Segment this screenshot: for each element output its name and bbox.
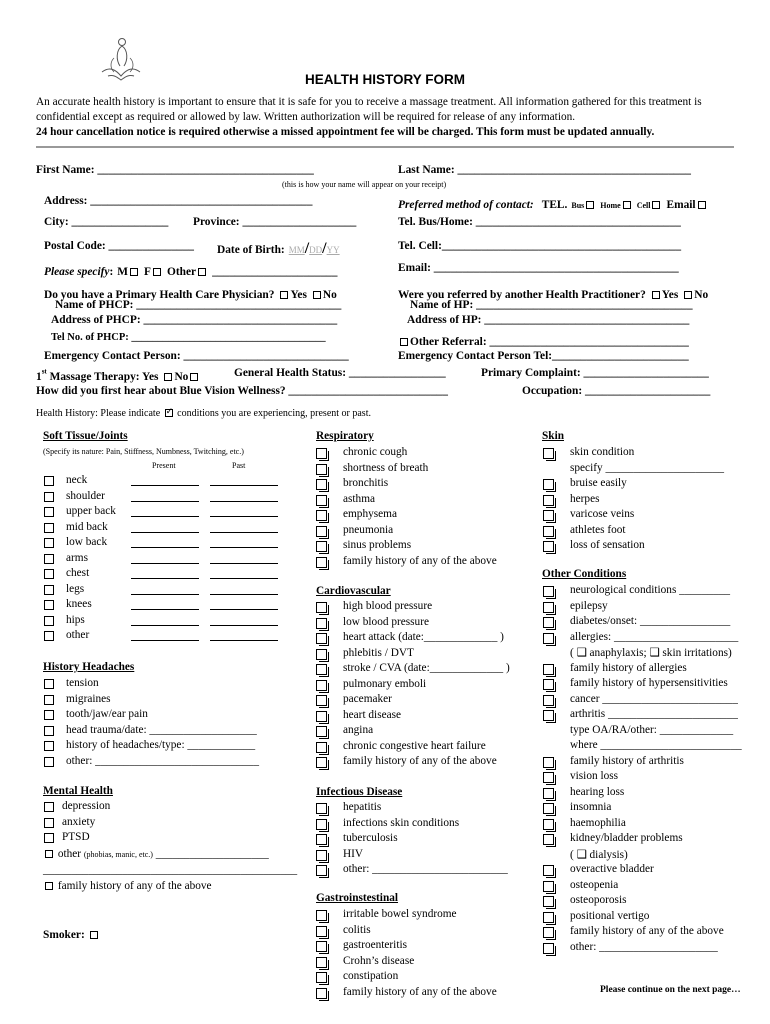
skin-item-0: skin condition [570, 446, 635, 458]
other-conditions-item-13: hearing loss [570, 785, 625, 798]
soft-tissue-past-line-3[interactable] [210, 532, 278, 533]
mental-family-row [43, 880, 212, 892]
other-conditions-checkbox-2[interactable] [543, 617, 554, 628]
soft-tissue-checkbox-10[interactable] [44, 631, 54, 641]
headaches-item-4: history of headaches/type: ____________ [66, 739, 256, 751]
skin-item-5: athletes foot [570, 523, 626, 536]
gastro-checkbox-2[interactable] [316, 941, 327, 952]
cancellation-notice: 24 hour cancellation notice is required otherwise a missed appointment fee will be charged. This form must be updated annually. [36, 126, 655, 138]
infectious-item-0: hepatitis [343, 801, 382, 813]
phcp-question-label: Do you have a Primary Health Care Physician? [44, 289, 275, 301]
other-conditions-item-9: type OA/RA/other: _____________ [570, 723, 734, 736]
mental-checkbox-2[interactable] [44, 833, 54, 843]
cardio-checkbox-5[interactable] [316, 680, 327, 691]
other-conditions-header: Other Conditions [542, 568, 627, 580]
gastro-item-2: gastroenteritis [343, 939, 407, 951]
soft-tissue-past-line-2[interactable] [210, 516, 278, 517]
mental-item-1: anxiety [62, 815, 96, 828]
infectious-item-4: other: ________________________ [343, 863, 508, 875]
mental-item-2: PTSD [62, 831, 90, 843]
respiratory-item-3: asthma [343, 492, 375, 505]
mental-other-row [43, 848, 269, 860]
gastro-item-4: constipation [343, 970, 399, 982]
soft-tissue-header: Soft Tissue/Joints [43, 430, 128, 442]
infectious-item-1: infections skin conditions [343, 816, 460, 829]
first-name-field[interactable]: First Name: ______________________________________ [36, 164, 314, 176]
soft-tissue-present-line-8[interactable] [131, 609, 199, 610]
other-conditions-checkbox-6[interactable] [543, 679, 554, 690]
other-conditions-checkbox-0[interactable] [543, 586, 554, 597]
soft-tissue-note: (Specify its nature: Pain, Stiffness, Numbness, Twitching, etc.) [43, 447, 244, 456]
gastro-item-3: Crohn’s disease [343, 954, 415, 967]
respiratory-item-2: bronchitis [343, 477, 389, 489]
respiratory-item-0: chronic cough [343, 446, 408, 458]
cardio-checkbox-3[interactable] [316, 649, 327, 660]
tel-bus-home-field[interactable]: Tel. Bus/Home: ____________________________________ [398, 216, 681, 228]
cell-label: Cell [636, 201, 651, 210]
other-gender-line[interactable]: ______________________ [212, 266, 338, 278]
respiratory-checkbox-6[interactable] [316, 541, 327, 552]
soft-tissue-present-line-10[interactable] [131, 640, 199, 641]
general-health-field[interactable]: General Health Status: _________________ [234, 367, 446, 379]
headaches-item-1: migraines [66, 692, 111, 705]
other-conditions-checkbox-13[interactable] [543, 788, 554, 799]
hear-about-field[interactable]: How did you first hear about Blue Vision Wellness? ____________________________ [36, 385, 448, 397]
cell-checkbox[interactable] [652, 201, 660, 209]
other-conditions-item-1: epilepsy [570, 599, 608, 612]
bus-label: Bus [571, 201, 585, 210]
health-history-note [36, 408, 371, 419]
soft-tissue-checkbox-5[interactable] [44, 554, 54, 564]
province-field[interactable]: Province: ____________________ [193, 216, 357, 228]
soft-tissue-present-line-3[interactable] [131, 532, 199, 533]
skin-checkbox-0[interactable] [543, 448, 554, 459]
soft-tissue-item-6: chest [66, 567, 90, 579]
cardio-checkbox-2[interactable] [316, 633, 327, 644]
present-label: Present [152, 461, 176, 470]
other-conditions-item-19: osteopenia [570, 878, 619, 891]
cardio-item-3: phlebitis / DVT [343, 646, 414, 659]
gender-row: Please specify: M F Other ______________________ [44, 266, 338, 278]
cardio-item-10: family history of any of the above [343, 755, 497, 767]
other-referral-field[interactable]: Other Referral: ___________________________________ [410, 336, 689, 348]
infectious-checkbox-4[interactable] [316, 865, 327, 876]
phcp-name-field[interactable]: Name of PHCP: ____________________________________ [55, 299, 342, 311]
skin-checkbox-4[interactable] [543, 510, 554, 521]
skin-header: Skin [542, 430, 564, 442]
other-conditions-item-23: other: _____________________ [570, 940, 718, 953]
other-conditions-checkbox-12[interactable] [543, 772, 554, 783]
email-field[interactable]: Email: ___________________________________________ [398, 262, 679, 274]
soft-tissue-present-line-1[interactable] [131, 501, 199, 502]
other-conditions-item-0: neurological conditions _________ [570, 584, 731, 596]
other-conditions-checkbox-23[interactable] [543, 943, 554, 954]
soft-tissue-past-line-5[interactable] [210, 563, 278, 564]
other-conditions-checkbox-11[interactable] [543, 757, 554, 768]
respiratory-checkbox-3[interactable] [316, 495, 327, 506]
respiratory-checkbox-0[interactable] [316, 448, 327, 459]
other-conditions-item-4: ( ❑ anaphylaxis; ❑ skin irritations) [570, 647, 732, 659]
form-title: HEALTH HISTORY FORM [304, 72, 465, 87]
smoker-label: Smoker: [43, 929, 85, 941]
intro-text [36, 95, 736, 140]
other-conditions-item-5: family history of allergies [570, 661, 687, 674]
respiratory-item-1: shortness of breath [343, 461, 429, 474]
f-label: F [144, 266, 151, 278]
other-conditions-item-22: family history of any of the above [570, 925, 724, 937]
headaches-item-2: tooth/jaw/ear pain [66, 708, 148, 720]
other-conditions-checkbox-19[interactable] [543, 881, 554, 892]
soft-tissue-past-line-1[interactable] [210, 501, 278, 502]
emergency-tel-field[interactable]: Emergency Contact Person Tel:________________________ [398, 350, 689, 362]
soft-tissue-past-line-7[interactable] [210, 594, 278, 595]
cardio-checkbox-10[interactable] [316, 757, 327, 768]
continue-note: Please continue on the next page… [600, 985, 741, 995]
skin-item-1: specify _____________________ [570, 461, 725, 474]
health-history-note-tail: conditions you are experiencing, present or past. [177, 408, 371, 419]
soft-tissue-checkbox-9[interactable] [44, 616, 54, 626]
smoker-row [43, 929, 100, 941]
cardio-checkbox-0[interactable] [316, 602, 327, 613]
soft-tissue-item-8: knees [66, 598, 92, 610]
referred-no-label: No [694, 289, 709, 301]
infectious-checkbox-3[interactable] [316, 850, 327, 861]
other-conditions-checkbox-18[interactable] [543, 865, 554, 876]
referred-no-checkbox[interactable] [684, 291, 692, 299]
cardio-item-5: pulmonary emboli [343, 677, 427, 690]
skin-checkbox-3[interactable] [543, 495, 554, 506]
dob-field[interactable]: Date of Birth: MM/DD/YY [217, 240, 340, 257]
other-gender-checkbox[interactable] [198, 268, 206, 276]
skin-checkbox-6[interactable] [543, 541, 554, 552]
cardio-item-4: stroke / CVA (date:_____________ ) [343, 662, 510, 674]
other-conditions-item-3: allergies: ______________________ [570, 630, 739, 643]
other-conditions-checkbox-1[interactable] [543, 602, 554, 613]
other-conditions-item-16: kidney/bladder problems [570, 832, 683, 844]
infectious-checkbox-1[interactable] [316, 819, 327, 830]
soft-tissue-checkbox-7[interactable] [44, 585, 54, 595]
respiratory-checkbox-5[interactable] [316, 526, 327, 537]
intro-paragraph: An accurate health history is important to ensure that it is safe for you to receive a massage treatment. All information gathered for this treatment is confidential except as required or allowed by law. Written authorization will be required for release of any information. [36, 96, 702, 123]
soft-tissue-present-line-6[interactable] [131, 578, 199, 579]
bus-checkbox[interactable] [586, 201, 594, 209]
soft-tissue-present-line-5[interactable] [131, 563, 199, 564]
occupation-field[interactable]: Occupation: ______________________ [522, 385, 711, 397]
infectious-item-2: tuberculosis [343, 832, 398, 844]
gastro-checkbox-5[interactable] [316, 988, 327, 999]
respiratory-item-6: sinus problems [343, 539, 412, 551]
soft-tissue-item-2: upper back [66, 505, 116, 517]
hp-name-field[interactable]: Name of HP: ______________________________________ [410, 299, 693, 311]
tel-label: TEL. [541, 199, 568, 211]
other-referral-checkbox[interactable] [400, 338, 408, 346]
referred-yes-label: Yes [661, 289, 679, 301]
other-conditions-item-7: cancer ________________________ [570, 692, 738, 705]
phcp-address-field[interactable]: Address of PHCP: __________________________________ [51, 314, 338, 326]
cardio-checkbox-7[interactable] [316, 711, 327, 722]
other-conditions-checkbox-3[interactable] [543, 633, 554, 644]
phcp-yes-checkbox[interactable] [280, 291, 288, 299]
soft-tissue-checkbox-8[interactable] [44, 600, 54, 610]
other-conditions-checkbox-7[interactable] [543, 695, 554, 706]
first-massage-row [36, 367, 200, 385]
dob-label: Date of Birth: [217, 244, 285, 256]
soft-tissue-checkbox-6[interactable] [44, 569, 54, 579]
other-conditions-item-11: family history of arthritis [570, 754, 684, 767]
cardio-item-0: high blood pressure [343, 600, 433, 612]
headaches-checkbox-4[interactable] [44, 741, 54, 751]
skin-item-2: bruise easily [570, 477, 627, 489]
m-label: M [117, 266, 129, 278]
other-conditions-checkbox-14[interactable] [543, 803, 554, 814]
phcp-no-checkbox[interactable] [313, 291, 321, 299]
gastro-checkbox-4[interactable] [316, 972, 327, 983]
infectious-checkbox-2[interactable] [316, 834, 327, 845]
soft-tissue-item-5: arms [66, 551, 88, 564]
headaches-item-3: head trauma/date: ___________________ [66, 723, 257, 736]
first-massage-suffix: st [41, 367, 47, 376]
other-conditions-checkbox-8[interactable] [543, 710, 554, 721]
headaches-header: History Headaches [43, 661, 135, 673]
respiratory-header: Respiratory [316, 430, 374, 442]
gastro-checkbox-1[interactable] [316, 926, 327, 937]
cardio-item-9: chronic congestive heart failure [343, 739, 486, 752]
emergency-contact-field[interactable]: Emergency Contact Person: _____________________________ [44, 350, 349, 362]
headaches-checkbox-5[interactable] [44, 757, 54, 767]
soft-tissue-item-7: legs [66, 582, 85, 595]
skin-item-6: loss of sensation [570, 539, 645, 551]
referred-yes-checkbox[interactable] [652, 291, 660, 299]
headaches-checkbox-1[interactable] [44, 695, 54, 705]
first-massage-number: 1 [36, 371, 42, 383]
mental-other-label: other [57, 848, 82, 860]
soft-tissue-present-line-4[interactable] [131, 547, 199, 548]
last-name-field[interactable]: Last Name: _________________________________________ [398, 164, 691, 176]
other-conditions-item-20: osteoporosis [570, 894, 627, 906]
headaches-item-0: tension [66, 677, 99, 689]
infectious-header: Infectious Disease [316, 786, 403, 798]
other-conditions-checkbox-16[interactable] [543, 834, 554, 845]
m-checkbox[interactable] [130, 268, 138, 276]
phcp-no-label: No [322, 289, 337, 301]
gastro-item-0: irritable bowel syndrome [343, 908, 457, 920]
city-field[interactable]: City: _________________ [44, 216, 169, 228]
mental-other-note: (phobias, manic, etc.) [83, 850, 153, 859]
soft-tissue-checkbox-2[interactable] [44, 507, 54, 517]
other-conditions-item-6: family history of hypersensitivities [570, 677, 728, 689]
respiratory-checkbox-2[interactable] [316, 479, 327, 490]
respiratory-item-5: pneumonia [343, 523, 394, 536]
postal-code-field[interactable]: Postal Code: _______________ [44, 240, 194, 252]
past-label: Past [232, 461, 246, 470]
respiratory-item-7: family history of any of the above [343, 554, 497, 567]
preferred-contact [398, 195, 708, 213]
mental-other-line[interactable]: ____________________ [155, 848, 269, 860]
soft-tissue-present-line-9[interactable] [131, 625, 199, 626]
skin-item-4: varicose veins [570, 508, 635, 520]
gastro-item-1: colitis [343, 923, 371, 936]
cardio-checkbox-6[interactable] [316, 695, 327, 706]
mental-family-label: family history of any of the above [57, 880, 212, 892]
other-conditions-checkbox-15[interactable] [543, 819, 554, 830]
other-conditions-item-18: overactive bladder [570, 863, 654, 875]
cardio-item-1: low blood pressure [343, 615, 429, 628]
other-conditions-item-2: diabetes/onset: ________________ [570, 615, 731, 627]
other-gender-label: Other [167, 266, 197, 278]
cardio-item-2: heart attack (date:_____________ ) [343, 631, 504, 643]
preferred-contact-label: Preferred method of contact: [398, 199, 534, 211]
referred-question-label: Were you referred by another Health Practitioner? [398, 289, 646, 301]
soft-tissue-item-0: neck [66, 474, 88, 486]
soft-tissue-item-1: shoulder [66, 489, 105, 502]
primary-complaint-field[interactable]: Primary Complaint: ______________________ [481, 367, 709, 379]
soft-tissue-present-line-2[interactable] [131, 516, 199, 517]
respiratory-checkbox-7[interactable] [316, 557, 327, 568]
dob-mm[interactable]: MM [288, 245, 305, 255]
soft-tissue-checkbox-4[interactable] [44, 538, 54, 548]
respiratory-checkbox-4[interactable] [316, 510, 327, 521]
other-referral[interactable] [398, 332, 689, 350]
first-massage-no-checkbox[interactable] [190, 373, 198, 381]
tel-cell-field[interactable]: Tel. Cell:__________________________________________ [398, 240, 682, 252]
other-conditions-item-17: ( ❑ dialysis) [570, 848, 628, 861]
soft-tissue-item-10: other [66, 629, 90, 641]
mental-other-checkbox[interactable] [45, 850, 53, 858]
headaches-checkbox-3[interactable] [44, 726, 54, 736]
other-conditions-item-14: insomnia [570, 801, 612, 813]
soft-tissue-past-line-0[interactable] [210, 485, 278, 486]
respiratory-checkbox-1[interactable] [316, 464, 327, 475]
soft-tissue-checkbox-3[interactable] [44, 523, 54, 533]
infectious-checkbox-0[interactable] [316, 803, 327, 814]
soft-tissue-past-line-6[interactable] [210, 578, 278, 579]
name-note: (this is how your name will appear on your receipt) [282, 180, 447, 189]
gastro-checkbox-0[interactable] [316, 910, 327, 921]
first-massage-label: Massage Therapy: Yes [46, 371, 159, 383]
other-conditions-item-21: positional vertigo [570, 909, 650, 922]
cardio-checkbox-8[interactable] [316, 726, 327, 737]
f-checkbox[interactable] [153, 268, 161, 276]
please-specify-label: Please specify [44, 266, 110, 278]
soft-tissue-checkbox-0[interactable] [44, 476, 54, 486]
other-conditions-item-15: haemophilia [570, 816, 626, 829]
home-checkbox[interactable] [623, 201, 631, 209]
health-history-note-label: Health History: Please indicate [36, 408, 161, 419]
dob-yy[interactable]: YY [326, 245, 340, 255]
skin-item-3: herpes [570, 492, 600, 505]
other-conditions-item-8: arthritis _______________________ [570, 708, 738, 720]
email-option-label: Email [666, 199, 696, 211]
cardiovascular-header: Cardiovascular [316, 585, 391, 597]
mental-extra-line[interactable]: _____________________________________________ [43, 864, 298, 876]
soft-tissue-checkbox-1[interactable] [44, 492, 54, 502]
soft-tissue-past-line-8[interactable] [210, 609, 278, 610]
first-massage-yes-checkbox[interactable] [164, 373, 172, 381]
home-label: Home [600, 201, 621, 210]
hp-address-field[interactable]: Address of HP: ____________________________________ [407, 314, 690, 326]
other-conditions-checkbox-21[interactable] [543, 912, 554, 923]
headaches-checkbox-2[interactable] [44, 710, 54, 720]
cardio-checkbox-9[interactable] [316, 742, 327, 753]
skin-checkbox-2[interactable] [543, 479, 554, 490]
gastro-item-5: family history of any of the above [343, 985, 497, 998]
dob-dd[interactable]: DD [309, 245, 323, 255]
respiratory-item-4: emphysema [343, 508, 397, 520]
other-conditions-checkbox-20[interactable] [543, 896, 554, 907]
headaches-item-5: other: _____________________________ [66, 754, 259, 767]
cardio-checkbox-1[interactable] [316, 618, 327, 629]
first-massage-no-label: No [174, 371, 189, 383]
other-conditions-item-10: where _________________________ [570, 739, 742, 751]
soft-tissue-item-4: low back [66, 536, 108, 548]
cardio-item-6: pacemaker [343, 693, 392, 705]
mental-health-header: Mental Health [43, 785, 113, 797]
mental-family-checkbox[interactable] [45, 882, 53, 890]
other-conditions-checkbox-22[interactable] [543, 927, 554, 938]
email-checkbox[interactable] [698, 201, 706, 209]
other-conditions-checkbox-5[interactable] [543, 664, 554, 675]
mental-checkbox-0[interactable] [44, 802, 54, 812]
cardio-item-8: angina [343, 724, 374, 736]
smoker-checkbox[interactable] [90, 931, 98, 939]
soft-tissue-past-line-9[interactable] [210, 625, 278, 626]
gastro-header: Gastroinstestinal [316, 892, 399, 904]
soft-tissue-item-3: mid back [66, 520, 108, 533]
gastro-checkbox-3[interactable] [316, 957, 327, 968]
address-field[interactable]: Address: _______________________________________ [44, 195, 313, 207]
skin-checkbox-5[interactable] [543, 526, 554, 537]
infectious-item-3: HIV [343, 847, 364, 860]
phcp-yes-label: Yes [290, 289, 307, 301]
cardio-item-7: heart disease [343, 708, 402, 721]
soft-tissue-present-line-0[interactable] [131, 485, 199, 486]
soft-tissue-past-line-4[interactable] [210, 547, 278, 548]
soft-tissue-past-line-10[interactable] [210, 640, 278, 641]
phcp-tel-field[interactable]: Tel No. of PHCP: _____________________________________ [51, 332, 326, 343]
divider [36, 146, 734, 148]
checked-box-icon: ✓ [165, 406, 174, 416]
soft-tissue-present-line-7[interactable] [131, 594, 199, 595]
other-conditions-item-12: vision loss [570, 770, 619, 782]
headaches-checkbox-0[interactable] [44, 679, 54, 689]
soft-tissue-item-9: hips [66, 613, 85, 626]
cardio-checkbox-4[interactable] [316, 664, 327, 675]
mental-item-0: depression [62, 800, 111, 812]
mental-checkbox-1[interactable] [44, 818, 54, 828]
